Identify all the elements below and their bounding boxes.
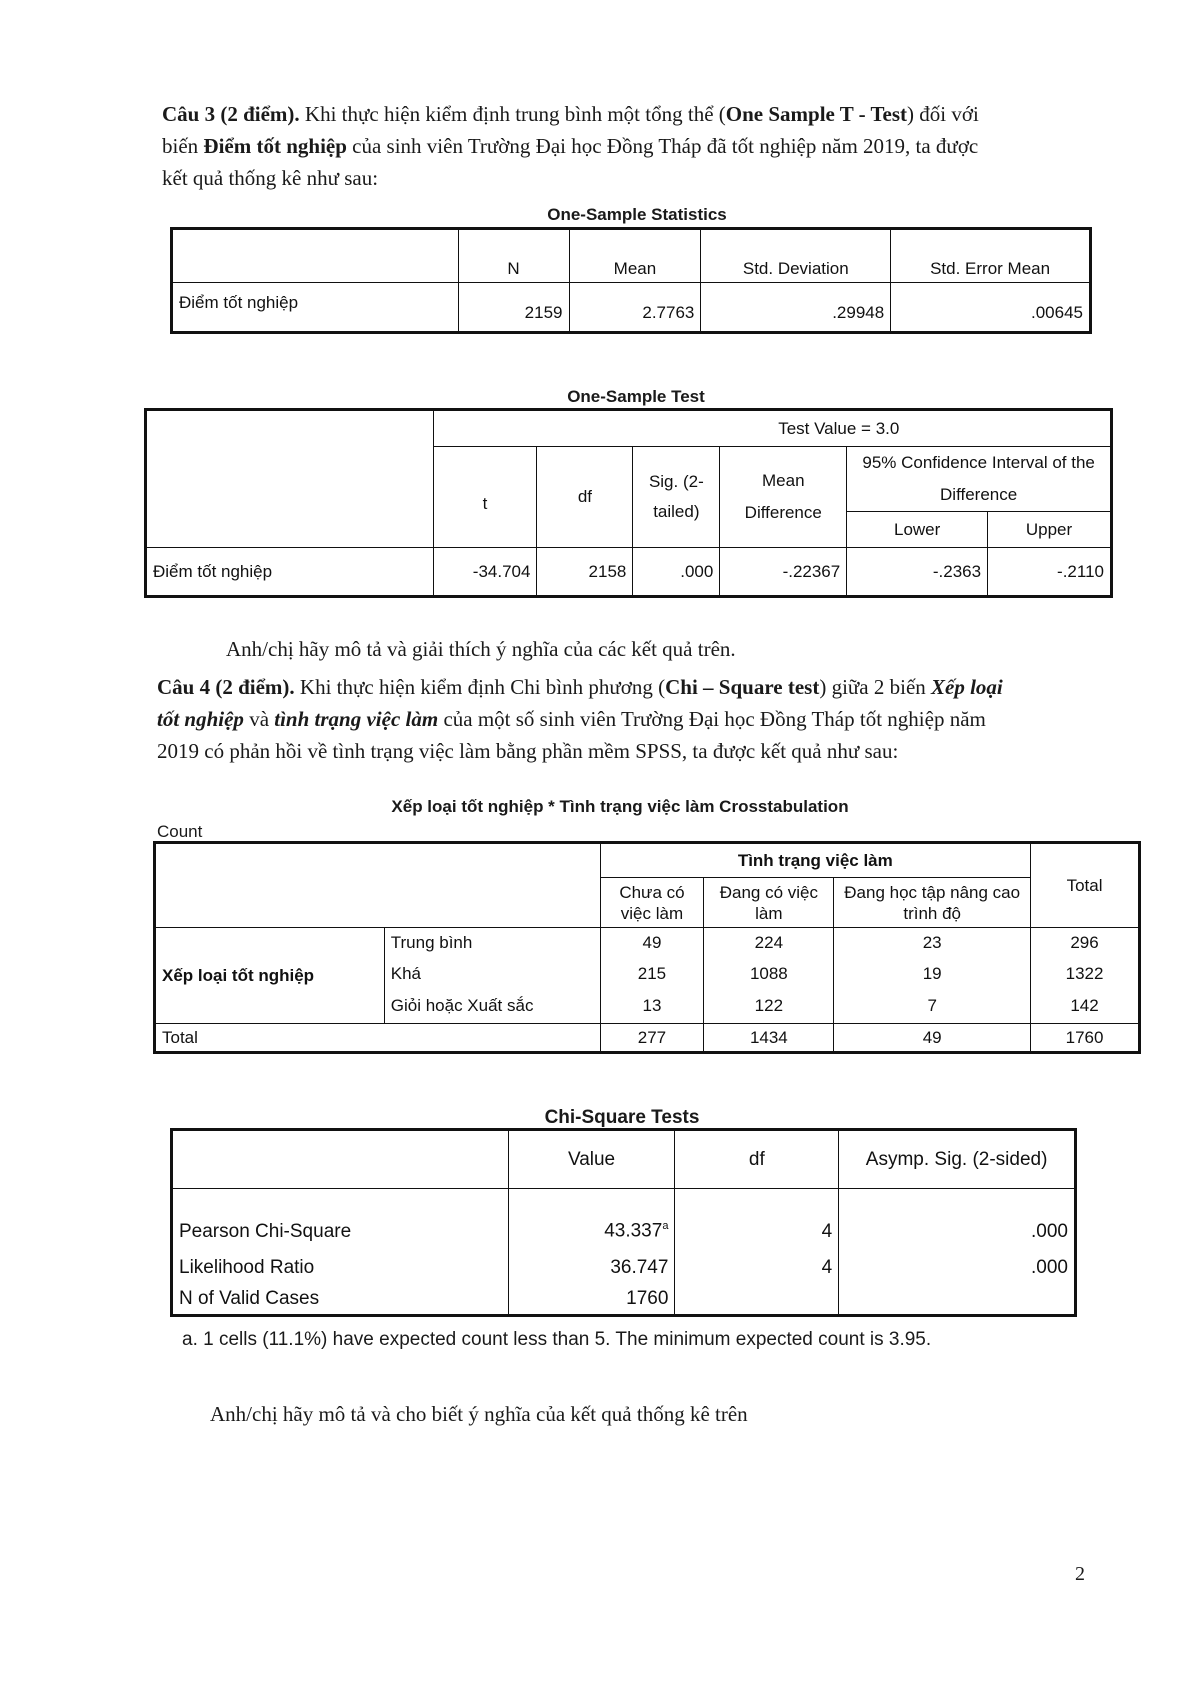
test-header-t: t [433, 447, 537, 548]
chi-row-likelihood [173, 1251, 1075, 1285]
chi-sig-cell: .000 [839, 1251, 1075, 1285]
q4-intro-text: Khi thực hiện kiểm định Chi bình phương ( [294, 675, 666, 699]
chi-value-cell: 36.747 [508, 1251, 675, 1285]
crosstab-table [155, 843, 1139, 1052]
chi-header-sig: Asymp. Sig. (2-sided) [839, 1131, 1075, 1189]
q3-variable-name: Điểm tốt nghiệp [203, 134, 347, 158]
chi-footnote: a. 1 cells (11.1%) have expected count less than 5. The minimum expected count is 3.95. [182, 1329, 932, 1350]
q3-line-1 [162, 98, 1112, 130]
q3-test-name: One Sample T - Test [725, 102, 908, 126]
crosstab-row-total: 142 [1031, 990, 1139, 1024]
q4-variable-1a: Xếp loại [931, 675, 1003, 699]
one-sample-test-table [146, 410, 1111, 596]
chi-row-pearson [173, 1189, 1075, 1251]
q4-line-2 [157, 703, 1117, 735]
crosstab-total-label: Total [156, 1024, 601, 1052]
q3-line-3: kết quả thống kê như sau: [162, 166, 379, 190]
crosstab-cell: 215 [600, 958, 704, 990]
q4-line-1 [157, 671, 1117, 703]
chi-title: Chi-Square Tests [544, 1107, 700, 1128]
stats-header-row [173, 230, 1090, 283]
crosstab-total-cell: 1434 [704, 1024, 834, 1052]
crosstab-grand-total: 1760 [1031, 1024, 1139, 1052]
test-header-mean-diff: Mean Difference [720, 447, 847, 548]
test-header-ci: 95% Confidence Interval of the Difference [847, 447, 1111, 512]
crosstab-total-row [156, 1024, 1139, 1052]
test-header-sig: Sig. (2-tailed) [633, 447, 720, 548]
crosstab-title: Xếp loại tốt nghiệp * Tình trạng việc làm Crosstabulation [391, 797, 849, 816]
stats-data-row [173, 283, 1090, 332]
q3-line-2 [162, 130, 1112, 162]
chi-row-n [173, 1285, 1075, 1315]
q4-intro-mid: ) giữa 2 biến [819, 675, 932, 699]
one-sample-statistics-table [172, 229, 1090, 332]
q4-line-3: 2019 có phản hồi về tình trạng việc làm bằng phần mềm SPSS, ta được kết quả như sau: [157, 739, 899, 763]
crosstab-cell: 23 [834, 928, 1031, 958]
crosstab-cell: 224 [704, 928, 834, 958]
q3-intro-end: ) đối với [907, 102, 979, 126]
crosstab-cell: 7 [834, 990, 1031, 1024]
stats-row-label: Điểm tốt nghiệp [173, 283, 459, 332]
page-number: 2 [1075, 1563, 1085, 1585]
test-lower-value: -.2363 [847, 548, 988, 596]
crosstab-header-unemployed: Chưa có việc làm [600, 878, 704, 928]
test-data-row [147, 548, 1111, 596]
stats-header-mean: Mean [569, 230, 701, 283]
chi-row-label: Pearson Chi-Square [173, 1189, 509, 1251]
crosstab-group-row [156, 844, 1139, 878]
chi-footnote-marker: a [662, 1220, 669, 1233]
q3-intro-text: Khi thực hiện kiểm định trung bình một tổng thể ( [299, 102, 726, 126]
chi-header-value: Value [508, 1131, 675, 1189]
crosstab-header-total: Total [1031, 844, 1139, 928]
test-title: One-Sample Test [567, 387, 705, 406]
test-df-value: 2158 [537, 548, 633, 596]
chi-header-row [173, 1131, 1075, 1189]
crosstab-row-label: Giỏi hoặc Xuất sắc [384, 990, 600, 1024]
q4-label: Câu 4 (2 điểm). [157, 675, 295, 699]
test-t-value: -34.704 [433, 548, 537, 596]
stats-header-se: Std. Error Mean [891, 230, 1090, 283]
chi-sig-cell [839, 1285, 1075, 1315]
q4-variable-2: tình trạng việc làm [274, 707, 439, 731]
stats-n-value: 2159 [458, 283, 569, 332]
chi-value-cell [508, 1189, 675, 1251]
crosstab-cell: 122 [704, 990, 834, 1024]
stats-title: One-Sample Statistics [547, 205, 727, 224]
q4-question: Anh/chị hãy mô tả và cho biết ý nghĩa của kết quả thống kê trên [210, 1402, 748, 1426]
crosstab-row-label: Trung bình [384, 928, 600, 958]
chi-sig-cell: .000 [839, 1189, 1075, 1251]
chi-square-table [172, 1130, 1075, 1315]
chi-corner-cell [173, 1131, 509, 1189]
test-header-upper: Upper [988, 512, 1111, 548]
stats-mean-value: 2.7763 [569, 283, 701, 332]
count-label: Count [157, 822, 203, 841]
chi-row-label: N of Valid Cases [173, 1285, 509, 1315]
q4-test-name: Chi – Square test [665, 675, 820, 699]
test-md-value: -.22367 [720, 548, 847, 596]
stats-header-n: N [458, 230, 569, 283]
stats-header-sd: Std. Deviation [701, 230, 891, 283]
test-row-label: Điểm tốt nghiệp [147, 548, 434, 596]
crosstab-cell: 13 [600, 990, 704, 1024]
stats-corner-cell [173, 230, 459, 283]
crosstab-row-average [156, 928, 1139, 958]
chi-df-cell: 4 [675, 1251, 839, 1285]
chi-df-cell: 4 [675, 1189, 839, 1251]
crosstab-header-studying: Đang học tập nâng cao trình độ [834, 878, 1031, 928]
crosstab-cell: 49 [600, 928, 704, 958]
q4-paragraph [157, 671, 1117, 767]
crosstab-row-label: Khá [384, 958, 600, 990]
q4-line2-and: và [243, 707, 275, 731]
crosstab-row-group: Xếp loại tốt nghiệp [156, 928, 385, 1024]
q4-variable-1b: tốt nghiệp [157, 707, 244, 731]
crosstab-row-total: 296 [1031, 928, 1139, 958]
q3-line2-end: của sinh viên Trường Đại học Đồng Tháp đã tốt nghiệp năm 2019, ta được [346, 134, 979, 158]
crosstab-col-group: Tình trạng việc làm [600, 844, 1031, 878]
crosstab-header-employed: Đang có việc làm [704, 878, 834, 928]
q3-label: Câu 3 (2 điểm). [162, 102, 300, 126]
q3-paragraph [162, 98, 1112, 194]
stats-se-value: .00645 [891, 283, 1090, 332]
crosstab-cell: 1088 [704, 958, 834, 990]
q3-line2-start: biến [162, 134, 204, 158]
test-upper-value: -.2110 [988, 548, 1111, 596]
q3-question: Anh/chị hãy mô tả và giải thích ý nghĩa của các kết quả trên. [226, 637, 736, 661]
stats-sd-value: .29948 [701, 283, 891, 332]
test-header-df: df [537, 447, 633, 548]
crosstab-row-total: 1322 [1031, 958, 1139, 990]
crosstab-total-cell: 49 [834, 1024, 1031, 1052]
test-header-lower: Lower [847, 512, 988, 548]
test-value-row [147, 411, 1111, 447]
crosstab-total-cell: 277 [600, 1024, 704, 1052]
test-corner-cell [147, 411, 434, 548]
chi-value-cell: 1760 [508, 1285, 675, 1315]
chi-header-df: df [675, 1131, 839, 1189]
test-sig-value: .000 [633, 548, 720, 596]
crosstab-cell: 19 [834, 958, 1031, 990]
test-value-label: Test Value = 3.0 [433, 411, 1110, 447]
crosstab-corner-cell [156, 844, 601, 928]
chi-row-label: Likelihood Ratio [173, 1251, 509, 1285]
q4-line2-end: của một số sinh viên Trường Đại học Đồng Tháp tốt nghiệp năm [438, 707, 986, 731]
chi-df-cell [675, 1285, 839, 1315]
chi-value: 43.337 [604, 1220, 663, 1242]
